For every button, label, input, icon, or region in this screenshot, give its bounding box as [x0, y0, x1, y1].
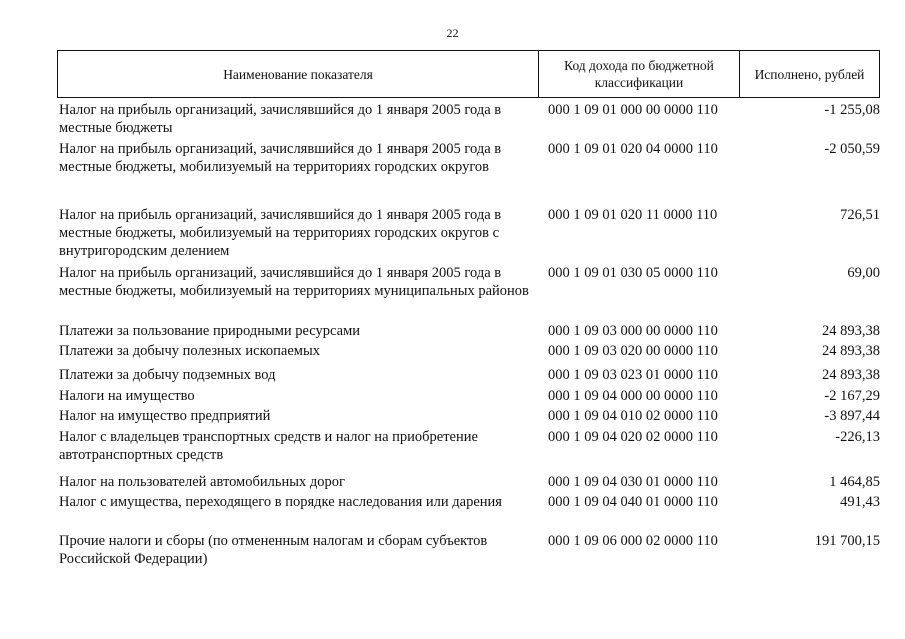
row-code: 000 1 09 01 020 11 0000 110 [548, 207, 718, 223]
row-name: Налог с владельцев транспортных средств и налог на приобретение автотранспортных средств [59, 429, 478, 463]
row-name: Платежи за пользование природными ресурсами [59, 323, 361, 339]
row-code: 000 1 09 04 000 00 0000 110 [548, 388, 718, 404]
row-code: 000 1 09 01 030 05 0000 110 [548, 265, 718, 281]
row-name: Прочие налоги и сборы (по отмененным налогам и сборам субъектов Российской Федерации) [59, 533, 488, 567]
row-code: 000 1 09 03 000 00 0000 110 [548, 323, 718, 339]
row-name: Налог на прибыль организаций, зачислявшийся до 1 января 2005 года в местные бюджеты [59, 102, 502, 136]
row-name: Налоги на имущество [59, 388, 195, 404]
row-name: Платежи за добычу полезных ископаемых [59, 343, 320, 359]
row-name: Налог на прибыль организаций, зачислявшийся до 1 января 2005 года в местные бюджеты, мобилизуемый на территориях муниципальных районов [59, 265, 529, 299]
row-value: 191 700,15 [814, 533, 880, 549]
row-code: 000 1 09 03 023 01 0000 110 [548, 367, 718, 383]
row-value: 1 464,85 [829, 474, 880, 490]
header-name-column: Наименование показателя [58, 51, 539, 97]
row-value: -1 255,08 [824, 102, 880, 118]
page-number: 22 [446, 26, 459, 40]
header-code-column: Код дохода по бюджетной классификации [539, 51, 740, 97]
row-value: 491,43 [840, 494, 880, 510]
row-value: -2 167,29 [824, 388, 880, 404]
row-code: 000 1 09 04 040 01 0000 110 [548, 494, 718, 510]
row-value: 24 893,38 [822, 367, 880, 383]
row-value: -226,13 [835, 429, 880, 445]
row-name: Платежи за добычу подземных вод [59, 367, 276, 383]
row-code: 000 1 09 06 000 02 0000 110 [548, 533, 718, 549]
row-name: Налог с имущества, переходящего в порядке наследования или дарения [59, 494, 502, 510]
table-header [57, 50, 880, 98]
row-value: 24 893,38 [822, 343, 880, 359]
row-code: 000 1 09 04 020 02 0000 110 [548, 429, 718, 445]
row-code: 000 1 09 01 020 04 0000 110 [548, 141, 718, 157]
row-name: Налог на имущество предприятий [59, 408, 271, 424]
row-name: Налог на прибыль организаций, зачислявшийся до 1 января 2005 года в местные бюджеты, мобилизуемый на территориях городских округов [59, 141, 502, 175]
row-value: -2 050,59 [824, 141, 880, 157]
row-name: Налог на пользователей автомобильных дорог [59, 474, 345, 490]
row-value: 24 893,38 [822, 323, 880, 339]
row-code: 000 1 09 03 020 00 0000 110 [548, 343, 718, 359]
row-name: Налог на прибыль организаций, зачислявшийся до 1 января 2005 года в местные бюджеты, мобилизуемый на территориях городских округов с внутригородским делением [59, 207, 502, 259]
header-executed-column: Исполнено, рублей [754, 66, 865, 82]
row-value: 726,51 [840, 207, 880, 223]
row-code: 000 1 09 01 000 00 0000 110 [548, 102, 718, 118]
row-code: 000 1 09 04 030 01 0000 110 [548, 474, 718, 490]
row-code: 000 1 09 04 010 02 0000 110 [548, 408, 718, 424]
row-value: 69,00 [847, 265, 880, 281]
row-value: -3 897,44 [824, 408, 880, 424]
